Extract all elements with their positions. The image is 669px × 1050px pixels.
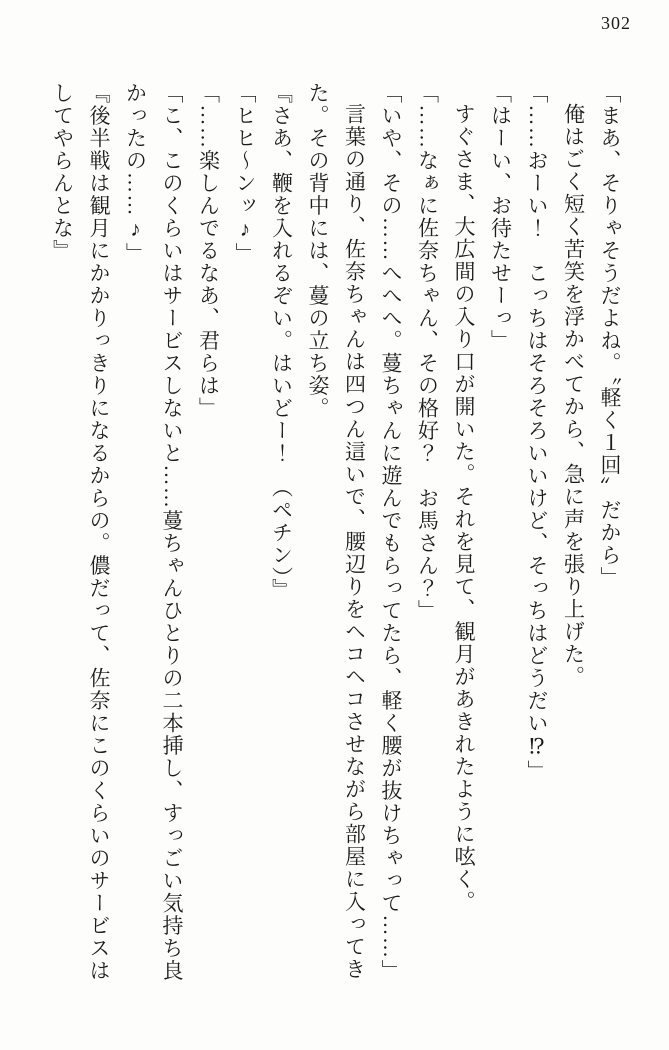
text-line: 「……楽しんでるなあ、君らは」 [196,82,221,420]
text-line: 「はーい、お待たせーっ」 [488,82,513,352]
text-line: 俺はごく短く苦笑を浮かべてから、急に声を張り上げた。 [561,103,586,688]
text-line: 言葉の通り、佐奈ちゃんは四つん這いで、腰辺りをヘコヘコさせながら部屋に入ってき [342,103,367,981]
text-line: してやらんとな』 [50,82,75,262]
text-line: 「ヒヒ〜ンッ♪」 [233,82,257,265]
page-number: 302 [601,13,631,33]
text-line: 「……おーい！ こっちはそろそろいいけど、そっちはどうだい⁉」 [525,82,549,783]
text-line: 「こ、このくらいはサービスしないと……蔓ちゃんひとりの二本挿し、すっごい気持ち良 [160,82,184,982]
text-line: 「まあ、そりゃそうだよね。〝軽く１回〟だから」 [598,82,622,589]
text-line: かったの……♪」 [123,82,148,265]
text-line: た。その背中には、蔓の立ち姿。 [306,82,330,420]
text-line: 『後半戦は観月にかかりっきりになるからの。儂だって、佐奈にこのくらいのサービスは [87,82,111,982]
text-line: 『さあ、鞭を入れるぞい。はいどー！ （ペチン）』 [269,82,294,601]
text-line: 「……なぁに佐奈ちゃん、その格好？ お馬さん？」 [415,82,440,622]
text-line: 「いや、その……へへへ。蔓ちゃんに遊んでもらってたら、軽く腰が抜けちゃって……」 [379,82,403,982]
text-line: すぐさま、大広間の入り口が開いた。それを見て、観月があきれたように呟く。 [452,103,476,913]
vertical-text-block [44,82,628,994]
